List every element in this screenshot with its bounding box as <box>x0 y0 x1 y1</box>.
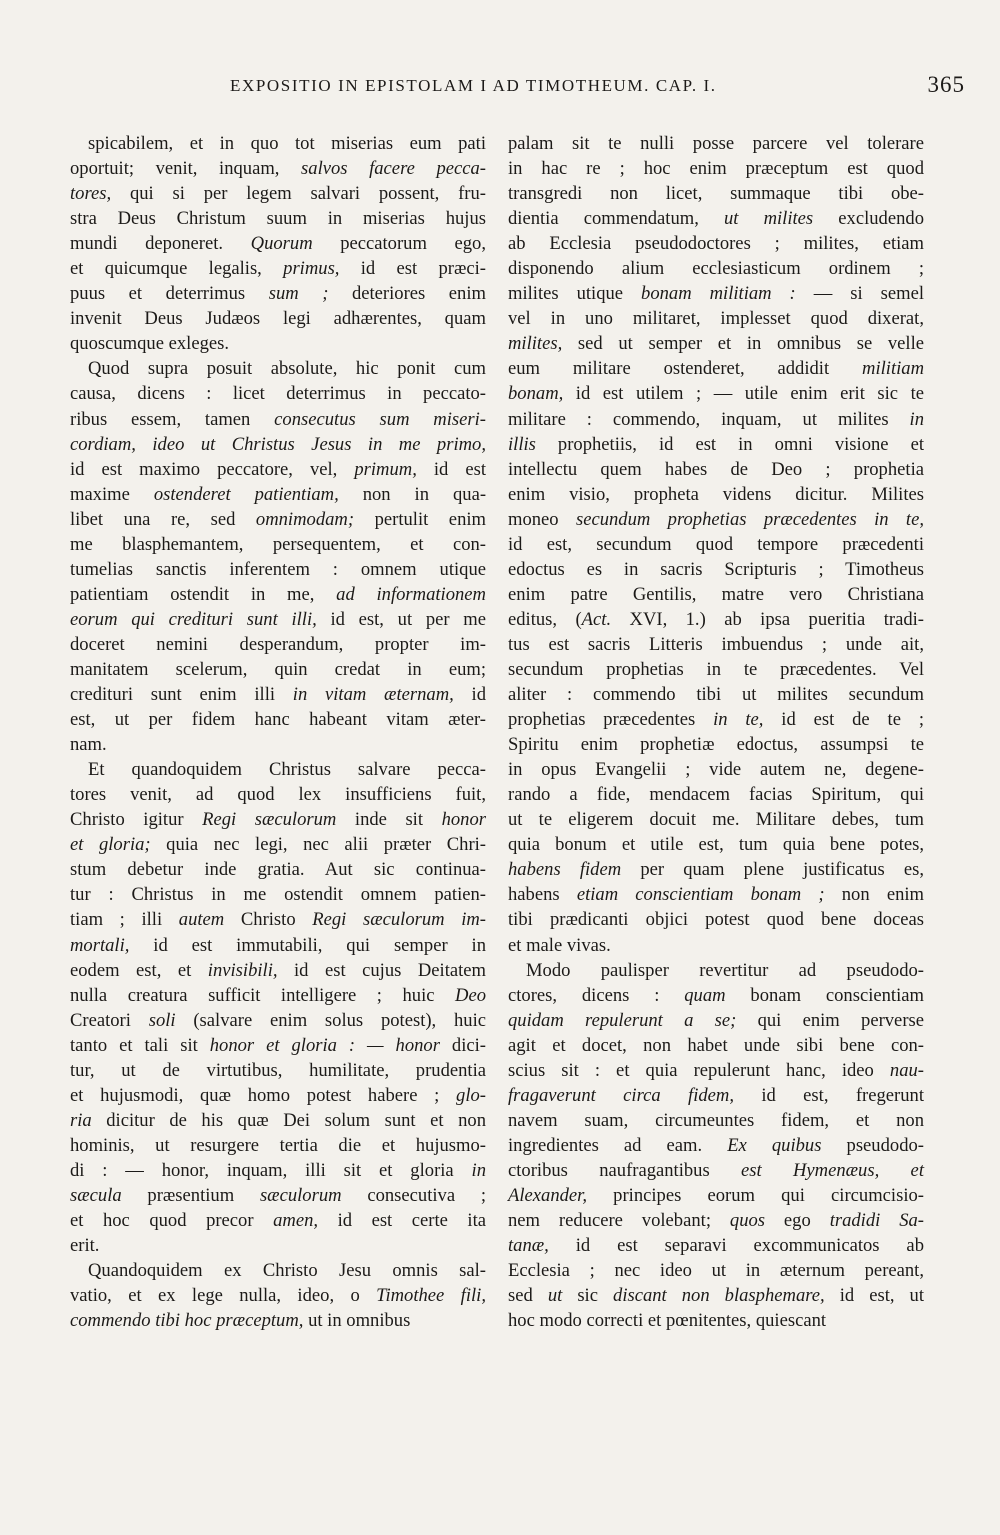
text-line <box>508 507 924 532</box>
text-span: ab Ecclesia pseudodoctores ; milites, etiam <box>508 233 924 255</box>
text-line <box>508 857 924 882</box>
text-span: id est <box>416 458 487 480</box>
text-line <box>70 607 486 632</box>
text-line <box>70 256 486 281</box>
text-line <box>70 707 486 732</box>
italic-text: etiam conscientiam bonam ; <box>576 884 825 906</box>
text-span: di : — honor, inquam, illi sit et gloria <box>70 1159 472 1181</box>
text-line <box>508 682 924 707</box>
text-line <box>70 206 486 231</box>
italic-text: ria <box>70 1109 92 1131</box>
italic-text: ut <box>547 1285 563 1307</box>
text-line <box>508 1033 924 1058</box>
text-span: in opus Evangelii ; vide autem ne, degene- <box>508 759 924 781</box>
italic-text: sæcula <box>70 1184 122 1206</box>
text-span: Ecclesia ; nec ideo ut in æternum pereant, <box>508 1260 924 1282</box>
text-line <box>70 131 486 156</box>
text-line <box>70 1033 486 1058</box>
text-line <box>70 1233 486 1258</box>
text-span: tiam ; illi <box>70 909 179 931</box>
text-line <box>508 331 924 356</box>
text-span: tur : Christus in me ostendit omnem patien- <box>70 884 486 906</box>
italic-text: omnimodam; <box>255 508 355 530</box>
italic-text: ut milites <box>724 208 814 230</box>
italic-text: glo- <box>456 1084 486 1106</box>
text-span: editus, ( <box>508 608 582 630</box>
text-span: in hac re ; hoc enim præceptum est quod <box>508 158 924 180</box>
text-span: tus est sacris Litteris imbuendus ; unde ait, <box>508 633 924 655</box>
page-header <box>70 72 965 106</box>
italic-text: tores, <box>70 183 112 205</box>
text-span: eodem est, et <box>70 959 208 981</box>
text-span: — si semel <box>795 283 925 305</box>
italic-text: mortali, <box>70 934 130 956</box>
text-span: mundi deponeret. <box>70 233 251 255</box>
text-line <box>70 782 486 807</box>
italic-text: et gloria; <box>70 834 151 856</box>
text-span: tumelias sanctis inferentem : omnem utique <box>70 558 486 580</box>
text-line <box>508 181 924 206</box>
text-span: tibi prædicanti objici potest quod bene doceas <box>508 909 924 931</box>
text-span: habens <box>508 884 577 906</box>
text-span: Christo igitur <box>70 809 203 831</box>
text-span: transgredi non licet, summaque tibi obe- <box>508 183 924 205</box>
text-span: dicitur de his quæ Dei solum sunt et non <box>91 1109 486 1131</box>
text-span: prophetiis, id est in omni visione et <box>535 433 924 455</box>
text-span: deteriores enim <box>328 283 486 305</box>
text-line <box>508 632 924 657</box>
text-line <box>70 933 486 958</box>
text-line <box>70 757 486 782</box>
italic-text: milites, <box>508 333 563 355</box>
text-span: vel in uno militaret, implesset quod dixerat, <box>508 308 924 330</box>
text-line <box>70 1258 486 1283</box>
italic-text: commendo tibi hoc præceptum, <box>70 1310 304 1332</box>
text-line <box>508 407 924 432</box>
text-line <box>508 607 924 632</box>
text-span: stum debetur inde gratia. Aut sic continua- <box>70 859 486 881</box>
italic-text: ad informationem <box>336 583 486 605</box>
text-line <box>508 732 924 757</box>
italic-text: Timothee fili, <box>376 1285 486 1307</box>
text-line <box>508 1258 924 1283</box>
text-span: Quod supra posuit absolute, hic ponit cum <box>88 358 486 380</box>
italic-text: bonam militiam : <box>641 283 796 305</box>
text-span: id <box>453 684 486 706</box>
text-span: hominis, ut resurgere tertia die et hujusmo- <box>70 1134 486 1156</box>
text-line <box>70 1158 486 1183</box>
text-span: ribus essem, tamen <box>70 408 275 430</box>
running-head: EXPOSITIO IN EPISTOLAM I AD TIMOTHEUM. CAP. I. <box>230 76 717 95</box>
text-span: consecutiva ; <box>341 1184 486 1206</box>
text-span: oportuit; venit, inquam, <box>70 158 302 180</box>
text-span: et hujusmodi, quæ homo potest habere ; <box>70 1084 457 1106</box>
text-span: milites utique <box>508 283 642 305</box>
text-span: ut in omnibus <box>303 1310 411 1332</box>
text-line <box>508 1108 924 1133</box>
text-span: id est utilem ; — utile enim erit sic te <box>563 383 924 405</box>
italic-text: quos <box>729 1210 766 1232</box>
text-line <box>70 356 486 381</box>
text-line <box>508 832 924 857</box>
text-span: tur, ut de virtutibus, humilitate, prudentia <box>70 1059 486 1081</box>
text-line <box>70 807 486 832</box>
text-span: Et quandoquidem Christus salvare pecca- <box>88 759 486 781</box>
text-span: patientiam ostendit in me, <box>70 583 337 605</box>
italic-text: Ex quibus <box>727 1134 822 1156</box>
text-line <box>70 582 486 607</box>
text-line <box>70 882 486 907</box>
text-span: qui enim perverse <box>736 1009 924 1031</box>
right-column <box>508 131 924 1333</box>
text-line <box>508 206 924 231</box>
text-line <box>70 657 486 682</box>
text-line <box>70 532 486 557</box>
text-span: navem suam, circumeuntes fidem, et non <box>508 1109 924 1131</box>
italic-text: quidam repulerunt a se; <box>508 1009 737 1031</box>
text-line <box>508 757 924 782</box>
text-line <box>70 1108 486 1133</box>
text-span: prophetias præcedentes <box>508 709 714 731</box>
text-span: inde sit <box>336 809 442 831</box>
text-span: quia bonum et utile est, tum quia bene potes, <box>508 834 924 856</box>
text-span: sed ut semper et in omnibus se velle <box>562 333 924 355</box>
text-span: XVI, 1.) ab ipsa pueritia tradi- <box>611 608 924 630</box>
text-span: nulla creatura sufficit intelligere ; huic <box>70 984 456 1006</box>
text-line <box>70 482 486 507</box>
text-line <box>508 532 924 557</box>
text-span: moneo <box>508 508 576 530</box>
text-span: erit. <box>70 1235 100 1257</box>
text-line <box>70 181 486 206</box>
text-span: eum militare ostenderet, addidit <box>508 358 863 380</box>
text-span: id est certe ita <box>318 1210 486 1232</box>
italic-text: honor et gloria : — honor <box>209 1034 440 1056</box>
text-span: vatio, et ex lege nulla, ideo, o <box>70 1285 377 1307</box>
text-span: agit et docet, non habet unde sibi bene con- <box>508 1034 924 1056</box>
text-line <box>70 281 486 306</box>
text-span: ctoribus naufragantibus <box>508 1159 742 1181</box>
text-line <box>508 1308 924 1333</box>
italic-text: primum, <box>354 458 417 480</box>
text-span: peccatorum ego, <box>312 233 486 255</box>
text-line <box>508 582 924 607</box>
text-span: sed <box>508 1285 548 1307</box>
text-line <box>70 1283 486 1308</box>
italic-text: quam <box>684 984 726 1006</box>
text-span: Quandoquidem ex Christo Jesu omnis sal- <box>88 1260 486 1282</box>
italic-text: amen, <box>273 1210 319 1232</box>
italic-text: cordiam, ideo ut Christus Jesus in me primo, <box>70 433 486 455</box>
italic-text: honor <box>441 809 486 831</box>
text-line <box>508 657 924 682</box>
italic-text: eorum qui credituri sunt illi, <box>70 608 317 630</box>
text-span: quoscumque exleges. <box>70 333 230 355</box>
text-line <box>70 507 486 532</box>
text-line <box>508 807 924 832</box>
text-line <box>508 1058 924 1083</box>
text-line <box>70 306 486 331</box>
italic-text: Alexander, <box>508 1184 587 1206</box>
text-span: id est, ut per me <box>316 608 486 630</box>
text-span: enim patre Gentilis, matre vero Christiana <box>508 583 924 605</box>
text-span: causa, dicens : licet deterrimus in peccato- <box>70 383 486 405</box>
text-line <box>508 1183 924 1208</box>
text-span: pseudodo- <box>821 1134 924 1156</box>
italic-text: in vitam æternam, <box>292 684 454 706</box>
text-span: secundum prophetias in te præcedentes. Vel <box>508 658 924 680</box>
text-line <box>70 231 486 256</box>
text-span: disponendo alium ecclesiasticum ordinem ; <box>508 258 924 280</box>
text-line <box>70 381 486 406</box>
text-span: maxime <box>70 483 154 505</box>
text-span: pertulit enim <box>354 508 486 530</box>
text-line <box>70 407 486 432</box>
text-line <box>508 1008 924 1033</box>
text-span: tores venit, ad quod lex insufficiens fuit, <box>70 784 486 806</box>
italic-text: bonam, <box>508 383 564 405</box>
text-line <box>70 632 486 657</box>
text-line <box>70 857 486 882</box>
italic-text: Deo <box>455 984 486 1006</box>
text-span: et quicumque legalis, <box>70 258 284 280</box>
italic-text: tanæ, <box>508 1235 549 1257</box>
text-span: id est, ut <box>824 1285 924 1307</box>
text-line <box>70 907 486 932</box>
text-line <box>70 682 486 707</box>
text-span: id est de te ; <box>763 709 924 731</box>
text-span: id est maximo peccatore, vel, <box>70 458 355 480</box>
text-span: militare : commendo, inquam, ut milites <box>508 408 910 430</box>
text-span: puus et deterrimus <box>70 283 269 305</box>
text-span: Spiritu enim prophetiæ edoctus, assumpsi te <box>508 734 924 756</box>
italic-text: militiam <box>862 358 924 380</box>
text-span: scius sit : et quia repulerunt hanc, ideo <box>508 1059 890 1081</box>
italic-text: Quorum <box>250 233 313 255</box>
italic-text: nau- <box>889 1059 924 1081</box>
text-span: id est præci- <box>339 258 486 280</box>
text-span: doceret nemini desperandum, propter im- <box>70 633 486 655</box>
text-span: principes eorum qui circumcisio- <box>587 1184 924 1206</box>
text-line <box>508 1233 924 1258</box>
text-line <box>508 782 924 807</box>
text-span: ingredientes ad eam. <box>508 1134 728 1156</box>
text-span: nam. <box>70 734 107 756</box>
text-line <box>70 1133 486 1158</box>
text-span: non in qua- <box>338 483 487 505</box>
text-span: est, ut per fidem hanc habeant vitam æter- <box>70 709 486 731</box>
text-line <box>508 882 924 907</box>
text-line <box>70 557 486 582</box>
text-span: invenit Deus Judæos legi adhærentes, quam <box>70 308 486 330</box>
text-line <box>70 732 486 757</box>
text-span: libet una re, sed <box>70 508 256 530</box>
italic-text: primus, <box>283 258 340 280</box>
text-span: tanto et tali sit <box>70 1034 210 1056</box>
text-span: id est immutabili, qui semper in <box>129 934 486 956</box>
italic-text: ostenderet patientiam, <box>153 483 339 505</box>
text-span: et male vivas. <box>508 934 611 956</box>
italic-text: Act. <box>581 608 612 630</box>
text-span: manitatem scelerum, quin credat in eum; <box>70 658 486 680</box>
text-span: non enim <box>824 884 925 906</box>
text-line <box>508 432 924 457</box>
text-span: id est cujus Deitatem <box>277 959 487 981</box>
text-span: ego <box>765 1210 830 1232</box>
text-line <box>508 131 924 156</box>
italic-text: in te, <box>713 709 764 731</box>
text-span: Creatori <box>70 1009 149 1031</box>
text-span: stra Deus Christum suum in miserias hujus <box>70 208 486 230</box>
text-span: Modo paulisper revertitur ad pseudodo- <box>526 959 924 981</box>
text-line <box>508 907 924 932</box>
text-span: et hoc quod precor <box>70 1210 274 1232</box>
text-span: ctores, dicens : <box>508 984 685 1006</box>
text-line <box>508 958 924 983</box>
text-span: me blasphemantem, persequentem, et con- <box>70 533 486 555</box>
text-span: nem reducere volebant; <box>508 1210 730 1232</box>
text-line <box>70 457 486 482</box>
text-line <box>508 457 924 482</box>
text-span: (salvare enim solus potest), huic <box>175 1009 486 1031</box>
text-span: enim visio, propheta videns dicitur. Milites <box>508 483 924 505</box>
text-line <box>70 1008 486 1033</box>
text-span: qui si per legem salvari possent, fru- <box>111 183 486 205</box>
text-span: dici- <box>439 1034 486 1056</box>
italic-text: invisibili, <box>207 959 278 981</box>
text-line <box>70 1183 486 1208</box>
text-line <box>508 231 924 256</box>
page-number: 365 <box>927 72 965 97</box>
italic-text: sum ; <box>268 283 329 305</box>
text-span: dientia commendatum, <box>508 208 724 230</box>
italic-text: Regi sæculorum <box>202 809 337 831</box>
text-span: edoctus es in sacris Scripturis ; Timotheus <box>508 558 924 580</box>
text-line <box>508 1283 924 1308</box>
text-line <box>70 1208 486 1233</box>
text-line <box>508 983 924 1008</box>
italic-text: est Hymenæus, et <box>741 1159 924 1181</box>
text-line <box>508 933 924 958</box>
text-span: sic <box>562 1285 614 1307</box>
text-span: hoc modo correcti et pœnitentes, quiescant <box>508 1310 827 1332</box>
text-span: id est separavi excommunicatos ab <box>548 1235 924 1257</box>
text-line <box>70 156 486 181</box>
text-span: credituri sunt enim illi <box>70 684 293 706</box>
italic-text: consecutus sum miseri- <box>274 408 486 430</box>
text-span: id est, secundum quod tempore præcedenti <box>508 533 924 555</box>
text-span: intellectu quem habes de Deo ; prophetia <box>508 458 924 480</box>
text-line <box>508 156 924 181</box>
text-line <box>70 1058 486 1083</box>
text-span: præsentium <box>121 1184 260 1206</box>
italic-text: Regi sæculorum im- <box>312 909 486 931</box>
text-span: palam sit te nulli posse parcere vel tolerare <box>508 133 924 154</box>
text-span: ut te eligerem docuit me. Militare debes, tum <box>508 809 924 831</box>
text-line <box>70 958 486 983</box>
text-span: Christo <box>224 909 313 931</box>
italic-text: autem <box>178 909 225 931</box>
italic-text: tradidi Sa- <box>829 1210 924 1232</box>
text-line <box>508 482 924 507</box>
text-line <box>70 331 486 356</box>
italic-text: in <box>909 408 924 430</box>
text-span: id est, fregerunt <box>734 1084 924 1106</box>
text-span: per quam plene justificatus es, <box>621 859 924 881</box>
text-line <box>508 256 924 281</box>
text-line <box>508 707 924 732</box>
text-line <box>508 356 924 381</box>
text-span: bonam conscientiam <box>725 984 924 1006</box>
text-span: aliter : commendo tibi ut milites secundum <box>508 684 924 706</box>
text-line <box>70 832 486 857</box>
text-line <box>70 983 486 1008</box>
text-line <box>508 281 924 306</box>
italic-text: salvos facere pecca- <box>301 158 486 180</box>
text-line <box>70 432 486 457</box>
text-span: excludendo <box>813 208 924 230</box>
text-line <box>508 1133 924 1158</box>
text-line <box>508 381 924 406</box>
italic-text: secundum prophetias præcedentes in te, <box>575 508 924 530</box>
text-line <box>508 306 924 331</box>
italic-text: discant non blasphemare, <box>613 1285 825 1307</box>
text-line <box>508 1083 924 1108</box>
italic-text: sæculorum <box>259 1184 342 1206</box>
text-line <box>508 1158 924 1183</box>
italic-text: soli <box>148 1009 176 1031</box>
italic-text: in <box>471 1159 486 1181</box>
left-column <box>70 131 486 1333</box>
text-line <box>70 1308 486 1333</box>
text-span: spicabilem, et in quo tot miserias eum pati <box>88 133 486 154</box>
text-span: quia nec legi, nec alii præter Chri- <box>150 834 487 856</box>
text-line <box>508 1208 924 1233</box>
text-line <box>508 557 924 582</box>
text-line <box>70 1083 486 1108</box>
italic-text: habens fidem <box>508 859 622 881</box>
italic-text: illis <box>508 433 536 455</box>
italic-text: fragaverunt circa fidem, <box>508 1084 734 1106</box>
text-span: rando a fide, mendacem facias Spiritum, qui <box>508 784 924 806</box>
